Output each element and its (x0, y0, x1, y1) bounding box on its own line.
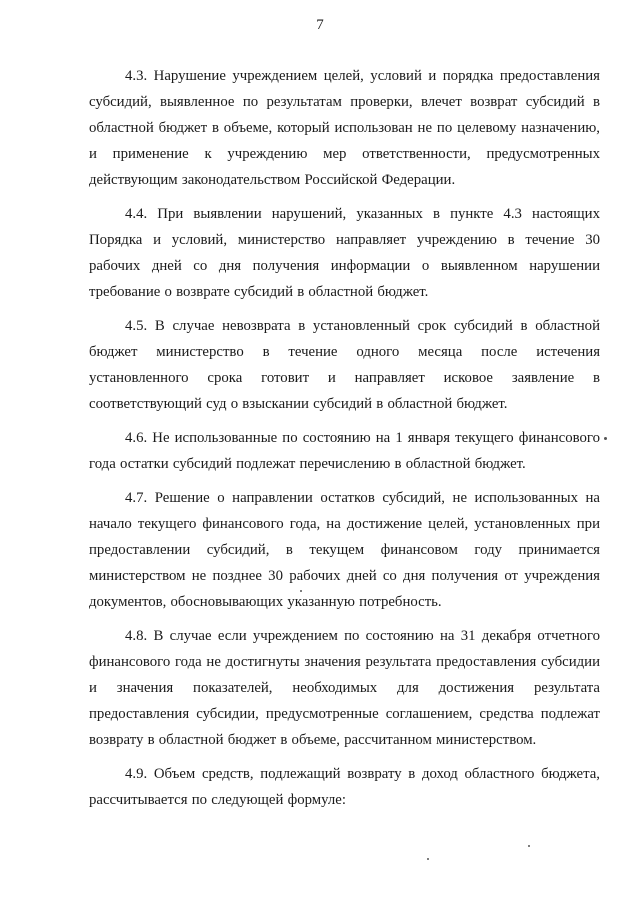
scan-speck (604, 437, 607, 440)
paragraph-4-6: 4.6. Не использованные по состоянию на 1 января текущего финансового года остатки субсидий подлежат перечислению в областной бюджет. (89, 430, 600, 472)
scan-speck (427, 858, 429, 860)
document-body (89, 63, 600, 821)
paragraph-4-8: 4.8. В случае если учреждением по состоянию на 31 декабря отчетного финансового года не достигнуты значения результата предоставления субсидии и значения показателей, необходимых для достижения результата предоставления субсидии, предусмотренные соглашением, средства подлежат возврату в областной бюджет в объеме, рассчитанном министерством. (89, 628, 600, 748)
paragraph-4-9: 4.9. Объем средств, подлежащий возврату в доход областного бюджета, рассчитывается по следующей формуле: (89, 766, 600, 808)
page-number: 7 (316, 17, 324, 33)
paragraph-4-5: 4.5. В случае невозврата в установленный срок субсидий в областной бюджет министерство в течение одного месяца после истечения установленного срока готовит и направляет исковое заявление в соответствующий суд о взыскании субсидий в областной бюджет. (89, 318, 600, 412)
paragraph-4-4: 4.4. При выявлении нарушений, указанных в пункте 4.3 настоящих Порядка и условий, министерство направляет учреждению в течение 30 рабочих дней со дня получения информации о выявленном нарушении требование о возврате субсидий в областной бюджет. (89, 206, 600, 300)
paragraph-4-3: 4.3. Нарушение учреждением целей, условий и порядка предоставления субсидий, выявленное по результатам проверки, влечет возврат субсидий в областной бюджет в объеме, который использован не по целевому назначению, и применение к учреждению мер ответственности, предусмотренных действующим законодательством Российской Федерации. (89, 68, 600, 188)
scan-speck (300, 590, 302, 592)
scan-speck (528, 845, 530, 847)
paragraph-4-7: 4.7. Решение о направлении остатков субсидий, не использованных на начало текущего финансового года, на достижение целей, установленных при предоставлении субсидий, в текущем финансовом году принимается министерством не позднее 30 рабочих дней со дня получения от учреждения документов, обосновывающих указанную потребность. (89, 490, 600, 610)
